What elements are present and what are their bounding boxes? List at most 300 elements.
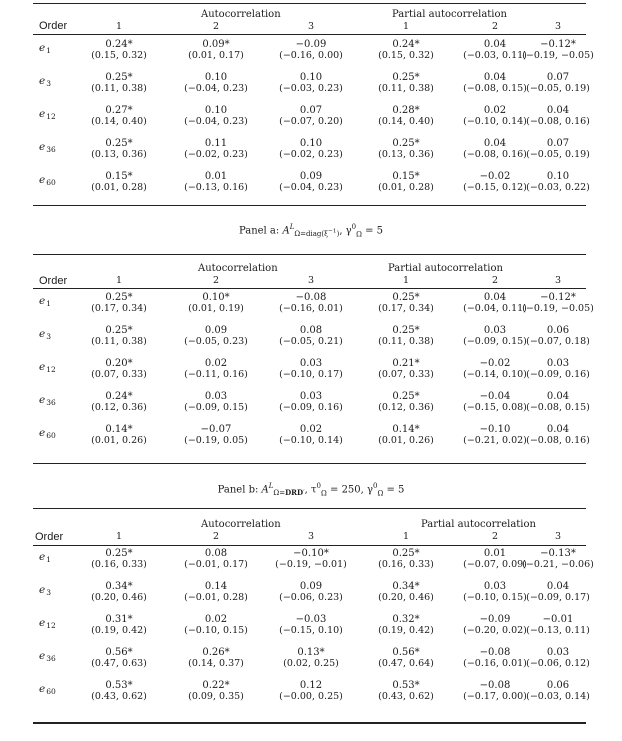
cell-estimate: 0.04 [483, 72, 507, 83]
table-cell [358, 614, 454, 636]
cell-estimate: −0.03 [295, 614, 327, 625]
cell-estimate: 0.34* [105, 581, 133, 592]
cell-interval: (−0.16, 0.00) [279, 50, 343, 61]
table-cell [168, 391, 264, 413]
cell-estimate: 0.32* [392, 614, 420, 625]
table-cell [71, 358, 167, 380]
table-cell [263, 614, 359, 636]
cell-estimate: −0.07 [200, 424, 232, 435]
cell-estimate: 0.25* [392, 391, 420, 402]
rule-bottom [33, 722, 586, 724]
row-label-symbol: e [39, 427, 46, 439]
cell-interval: (−0.19, −0.01) [275, 559, 347, 570]
cell-interval: (−0.10, 0.14) [279, 435, 343, 446]
table-cell [358, 581, 454, 603]
header-lag: 1 [115, 275, 123, 286]
table-cell [510, 391, 606, 413]
rule-header [33, 545, 586, 546]
table-cell [510, 647, 606, 669]
cell-estimate: 0.31* [105, 614, 133, 625]
table-cell [510, 548, 606, 570]
cell-interval: (−0.01, 0.28) [184, 592, 248, 603]
cell-interval: (−0.16, 0.01) [463, 658, 527, 669]
row-label [39, 76, 51, 87]
row-label-subscript: 12 [46, 365, 56, 374]
cell-interval: (0.01, 0.28) [91, 182, 147, 193]
cell-estimate: 0.07 [299, 105, 323, 116]
cell-interval: (−0.11, 0.16) [184, 369, 248, 380]
panel-b-caption: Panel b: $A^L_{\Omega=DRD'}$, $\tau^0_\Omega = 250$, $\gamma^0_\Omega = 5$ [217, 482, 405, 498]
header-order: Order [39, 20, 68, 32]
header-autocorrelation: Autocorrelation [201, 9, 281, 20]
cell-estimate: 0.25* [392, 548, 420, 559]
table-cell [71, 138, 167, 160]
table-cell [71, 614, 167, 636]
cell-interval: (−0.07, 0.20) [279, 116, 343, 127]
table-cell [71, 39, 167, 61]
cell-interval: (0.01, 0.28) [378, 182, 434, 193]
cell-estimate: 0.14* [105, 424, 133, 435]
row-label [39, 651, 56, 662]
table-cell [358, 138, 454, 160]
cell-interval: (0.02, 0.25) [283, 658, 339, 669]
cell-estimate: 0.53* [392, 680, 420, 691]
table-cell [263, 105, 359, 127]
panel-a-table [33, 0, 594, 218]
table-cell [510, 424, 606, 446]
cell-interval: (−0.01, 0.17) [184, 559, 248, 570]
cell-interval: (−0.14, 0.10) [463, 369, 527, 380]
table-cell [71, 548, 167, 570]
cell-interval: (−0.03, 0.22) [526, 182, 590, 193]
cell-estimate: 0.25* [392, 292, 420, 303]
row-label [39, 43, 51, 54]
cell-estimate: 0.04 [546, 391, 570, 402]
cell-estimate: −0.13* [540, 548, 576, 559]
cell-estimate: 0.14 [204, 581, 228, 592]
cell-interval: (0.16, 0.33) [91, 559, 147, 570]
table-cell [71, 424, 167, 446]
cell-estimate: 0.25* [392, 72, 420, 83]
cell-estimate: −0.12* [540, 292, 576, 303]
row-label-symbol: e [39, 42, 46, 54]
row-label [39, 362, 56, 373]
cell-estimate: 0.10 [204, 72, 228, 83]
cell-interval: (0.16, 0.33) [378, 559, 434, 570]
table-cell [168, 548, 264, 570]
cell-interval: (−0.04, 0.23) [279, 182, 343, 193]
table-cell [358, 325, 454, 347]
table-cell [263, 424, 359, 446]
table-cell [263, 171, 359, 193]
rule-header [33, 288, 586, 289]
cell-interval: (−0.19, 0.05) [184, 435, 248, 446]
cell-interval: (0.01, 0.17) [188, 50, 244, 61]
cell-estimate: 0.10 [546, 171, 570, 182]
table-cell [71, 171, 167, 193]
table-cell [510, 292, 606, 314]
cell-interval: (−0.13, 0.11) [526, 625, 590, 636]
header-autocorrelation: Autocorrelation [201, 519, 281, 530]
cell-interval: (−0.09, 0.17) [526, 592, 590, 603]
row-label [39, 395, 56, 406]
rule-top [33, 508, 586, 509]
row-label [39, 618, 56, 629]
cell-interval: (0.43, 0.62) [378, 691, 434, 702]
table-cell [510, 105, 606, 127]
row-label-subscript: 36 [46, 654, 56, 663]
row-label-subscript: 12 [46, 112, 56, 121]
cell-interval: (0.19, 0.42) [91, 625, 147, 636]
row-label-subscript: 60 [46, 687, 56, 696]
cell-interval: (0.01, 0.26) [378, 435, 434, 446]
header-lag: 3 [307, 275, 315, 286]
cell-interval: (0.11, 0.38) [378, 83, 434, 94]
cell-estimate: 0.03 [299, 358, 323, 369]
cell-estimate: 0.04 [546, 424, 570, 435]
cell-estimate: 0.09 [299, 171, 323, 182]
cell-interval: (−0.06, 0.12) [526, 658, 590, 669]
cell-interval: (−0.19, −0.05) [522, 303, 594, 314]
table-cell [510, 581, 606, 603]
table-cell [168, 325, 264, 347]
cell-interval: (0.01, 0.19) [188, 303, 244, 314]
header-lag: 1 [115, 21, 123, 32]
cell-estimate: 0.13* [297, 647, 325, 658]
cell-estimate: 0.03 [546, 647, 570, 658]
cell-interval: (0.14, 0.40) [378, 116, 434, 127]
table-cell [71, 680, 167, 702]
cell-interval: (−0.09, 0.16) [526, 369, 590, 380]
cell-interval: (−0.08, 0.16) [526, 435, 590, 446]
table-cell [71, 581, 167, 603]
cell-interval: (−0.03, 0.23) [279, 83, 343, 94]
table-cell [510, 138, 606, 160]
row-label-symbol: e [39, 551, 46, 563]
cell-estimate: 0.01 [483, 548, 507, 559]
cell-estimate: −0.02 [479, 171, 511, 182]
row-label [39, 329, 51, 340]
cell-estimate: 0.04 [546, 105, 570, 116]
cell-estimate: 0.53* [105, 680, 133, 691]
cell-interval: (0.20, 0.46) [378, 592, 434, 603]
table-cell [358, 647, 454, 669]
cell-interval: (−0.08, 0.15) [526, 402, 590, 413]
row-label-symbol: e [39, 75, 46, 87]
cell-estimate: 0.25* [392, 138, 420, 149]
cell-interval: (−0.07, 0.18) [526, 336, 590, 347]
header-lag: 2 [491, 21, 499, 32]
header-lag: 1 [402, 531, 410, 542]
cell-estimate: 0.02 [483, 105, 507, 116]
cell-interval: (0.17, 0.34) [91, 303, 147, 314]
panel-b-table [33, 254, 594, 468]
cell-estimate: 0.25* [392, 325, 420, 336]
table-cell [263, 581, 359, 603]
cell-estimate: 0.12 [299, 680, 323, 691]
table-cell [71, 292, 167, 314]
cell-interval: (−0.21, −0.06) [522, 559, 594, 570]
cell-estimate: −0.10 [479, 424, 511, 435]
table-cell [510, 72, 606, 94]
cell-estimate: 0.07 [546, 138, 570, 149]
table-cell [168, 358, 264, 380]
cell-estimate: 0.34* [392, 581, 420, 592]
header-partial-autocorrelation: Partial autocorrelation [421, 519, 536, 530]
cell-estimate: 0.02 [204, 614, 228, 625]
cell-estimate: 0.24* [105, 391, 133, 402]
cell-estimate: 0.25* [105, 72, 133, 83]
table-cell [510, 171, 606, 193]
rule-top [33, 3, 586, 4]
table-cell [263, 292, 359, 314]
cell-interval: (−0.09, 0.16) [279, 402, 343, 413]
table-cell [358, 105, 454, 127]
cell-interval: (−0.05, 0.21) [279, 336, 343, 347]
cell-interval: (−0.10, 0.14) [463, 116, 527, 127]
cell-estimate: 0.10 [299, 138, 323, 149]
table-cell [263, 647, 359, 669]
cell-interval: (0.14, 0.40) [91, 116, 147, 127]
cell-interval: (−0.10, 0.17) [279, 369, 343, 380]
header-lag: 1 [402, 275, 410, 286]
cell-estimate: 0.02 [204, 358, 228, 369]
header-lag: 3 [307, 531, 315, 542]
cell-estimate: 0.03 [483, 325, 507, 336]
row-label-symbol: e [39, 174, 46, 186]
cell-estimate: 0.10 [299, 72, 323, 83]
cell-interval: (0.43, 0.62) [91, 691, 147, 702]
cell-estimate: −0.08 [479, 680, 511, 691]
cell-estimate: 0.22* [202, 680, 230, 691]
row-label-subscript: 36 [46, 398, 56, 407]
table-cell [510, 358, 606, 380]
cell-estimate: 0.03 [299, 391, 323, 402]
table-cell [358, 292, 454, 314]
cell-estimate: 0.24* [105, 39, 133, 50]
table-cell [168, 680, 264, 702]
cell-interval: (−0.19, −0.05) [522, 50, 594, 61]
row-label-subscript: 1 [46, 555, 51, 564]
cell-interval: (0.11, 0.38) [91, 83, 147, 94]
row-label [39, 684, 56, 695]
table-cell [168, 171, 264, 193]
cell-interval: (−0.10, 0.15) [463, 592, 527, 603]
row-label-symbol: e [39, 394, 46, 406]
cell-estimate: 0.08 [204, 548, 228, 559]
row-label-symbol: e [39, 108, 46, 120]
cell-estimate: 0.25* [105, 548, 133, 559]
cell-interval: (−0.15, 0.10) [279, 625, 343, 636]
cell-estimate: 0.07 [546, 72, 570, 83]
cell-estimate: 0.02 [299, 424, 323, 435]
table-cell [168, 39, 264, 61]
cell-interval: (0.15, 0.32) [378, 50, 434, 61]
table-cell [168, 581, 264, 603]
header-lag: 3 [554, 275, 562, 286]
table-cell [358, 391, 454, 413]
cell-interval: (0.17, 0.34) [378, 303, 434, 314]
table-cell [71, 105, 167, 127]
cell-estimate: 0.28* [392, 105, 420, 116]
row-label-symbol: e [39, 617, 46, 629]
cell-interval: (−0.15, 0.08) [463, 402, 527, 413]
header-lag: 1 [402, 21, 410, 32]
header-lag: 1 [115, 531, 123, 542]
row-label [39, 585, 51, 596]
cell-estimate: −0.02 [479, 358, 511, 369]
cell-interval: (−0.02, 0.23) [279, 149, 343, 160]
row-label-symbol: e [39, 683, 46, 695]
cell-estimate: −0.09 [295, 39, 327, 50]
cell-estimate: 0.14* [392, 424, 420, 435]
cell-interval: (0.01, 0.26) [91, 435, 147, 446]
cell-interval: (−0.21, 0.02) [463, 435, 527, 446]
cell-estimate: 0.24* [392, 39, 420, 50]
cell-estimate: 0.09 [299, 581, 323, 592]
cell-interval: (−0.03, 0.11) [463, 50, 527, 61]
cell-interval: (0.12, 0.36) [378, 402, 434, 413]
row-label [39, 175, 56, 186]
cell-interval: (0.20, 0.46) [91, 592, 147, 603]
table-cell [510, 614, 606, 636]
cell-interval: (0.07, 0.33) [378, 369, 434, 380]
cell-interval: (0.13, 0.36) [378, 149, 434, 160]
row-label-symbol: e [39, 328, 46, 340]
row-label [39, 109, 56, 120]
table-cell [358, 72, 454, 94]
rule-bottom [33, 205, 586, 206]
table-cell [358, 358, 454, 380]
cell-interval: (−0.00, 0.25) [279, 691, 343, 702]
row-label [39, 142, 56, 153]
cell-estimate: 0.21* [392, 358, 420, 369]
row-label-subscript: 60 [46, 431, 56, 440]
row-label-symbol: e [39, 141, 46, 153]
cell-estimate: 0.25* [105, 325, 133, 336]
cell-estimate: 0.04 [546, 581, 570, 592]
cell-interval: (0.11, 0.38) [91, 336, 147, 347]
cell-estimate: 0.08 [299, 325, 323, 336]
cell-estimate: −0.08 [479, 647, 511, 658]
header-order: Order [39, 275, 68, 287]
row-label-subscript: 36 [46, 145, 56, 154]
header-partial-autocorrelation: Partial autocorrelation [388, 263, 503, 274]
cell-estimate: 0.25* [105, 292, 133, 303]
row-label-subscript: 12 [46, 621, 56, 630]
table-cell [168, 614, 264, 636]
table-cell [263, 358, 359, 380]
cell-interval: (−0.08, 0.16) [526, 116, 590, 127]
row-label [39, 428, 56, 439]
cell-interval: (−0.13, 0.16) [184, 182, 248, 193]
cell-estimate: 0.10 [204, 105, 228, 116]
row-label-symbol: e [39, 650, 46, 662]
table-cell [358, 39, 454, 61]
cell-interval: (0.14, 0.37) [188, 658, 244, 669]
row-label [39, 296, 51, 307]
panel-c-table [33, 508, 594, 728]
row-label-subscript: 1 [46, 46, 51, 55]
table-cell [263, 325, 359, 347]
cell-estimate: −0.10* [293, 548, 329, 559]
header-lag: 2 [212, 21, 220, 32]
header-order: Order [35, 531, 64, 543]
cell-interval: (0.07, 0.33) [91, 369, 147, 380]
header-lag: 2 [491, 531, 499, 542]
cell-estimate: 0.09 [204, 325, 228, 336]
table-cell [168, 292, 264, 314]
cell-estimate: 0.09* [202, 39, 230, 50]
cell-estimate: 0.26* [202, 647, 230, 658]
cell-estimate: 0.04 [483, 39, 507, 50]
header-lag: 2 [212, 531, 220, 542]
cell-estimate: −0.04 [479, 391, 511, 402]
cell-estimate: 0.11 [204, 138, 228, 149]
table-cell [71, 391, 167, 413]
table-cell [71, 72, 167, 94]
table-cell [168, 424, 264, 446]
cell-interval: (0.11, 0.38) [378, 336, 434, 347]
table-cell [71, 647, 167, 669]
header-lag: 3 [554, 21, 562, 32]
cell-interval: (−0.09, 0.15) [463, 336, 527, 347]
table-cell [168, 72, 264, 94]
header-partial-autocorrelation: Partial autocorrelation [392, 9, 507, 20]
cell-interval: (−0.04, 0.23) [184, 116, 248, 127]
cell-estimate: 0.56* [392, 647, 420, 658]
cell-estimate: 0.04 [483, 138, 507, 149]
cell-interval: (−0.03, 0.14) [526, 691, 590, 702]
cell-estimate: 0.10* [202, 292, 230, 303]
rule-bottom [33, 463, 586, 464]
cell-interval: (−0.02, 0.23) [184, 149, 248, 160]
cell-interval: (−0.08, 0.16) [463, 149, 527, 160]
cell-estimate: 0.06 [546, 325, 570, 336]
table-cell [168, 105, 264, 127]
cell-estimate: 0.15* [105, 171, 133, 182]
row-label-symbol: e [39, 584, 46, 596]
table-cell [71, 325, 167, 347]
cell-estimate: 0.03 [483, 581, 507, 592]
cell-estimate: −0.09 [479, 614, 511, 625]
header-lag: 2 [212, 275, 220, 286]
cell-interval: (0.13, 0.36) [91, 149, 147, 160]
cell-estimate: −0.01 [542, 614, 574, 625]
cell-interval: (0.09, 0.35) [188, 691, 244, 702]
cell-interval: (−0.04, 0.11) [463, 303, 527, 314]
cell-interval: (−0.10, 0.15) [184, 625, 248, 636]
table-cell [263, 391, 359, 413]
cell-interval: (−0.05, 0.19) [526, 83, 590, 94]
header-lag: 3 [307, 21, 315, 32]
cell-estimate: −0.08 [295, 292, 327, 303]
cell-estimate: 0.56* [105, 647, 133, 658]
cell-interval: (0.47, 0.63) [91, 658, 147, 669]
cell-estimate: 0.03 [546, 358, 570, 369]
row-label-subscript: 3 [46, 79, 51, 88]
row-label-symbol: e [39, 361, 46, 373]
cell-interval: (0.47, 0.64) [378, 658, 434, 669]
cell-estimate: 0.15* [392, 171, 420, 182]
row-label-subscript: 60 [46, 178, 56, 187]
row-label [39, 552, 51, 563]
table-cell [510, 39, 606, 61]
cell-interval: (−0.20, 0.02) [463, 625, 527, 636]
table-cell [263, 680, 359, 702]
cell-estimate: 0.06 [546, 680, 570, 691]
table-cell [510, 680, 606, 702]
